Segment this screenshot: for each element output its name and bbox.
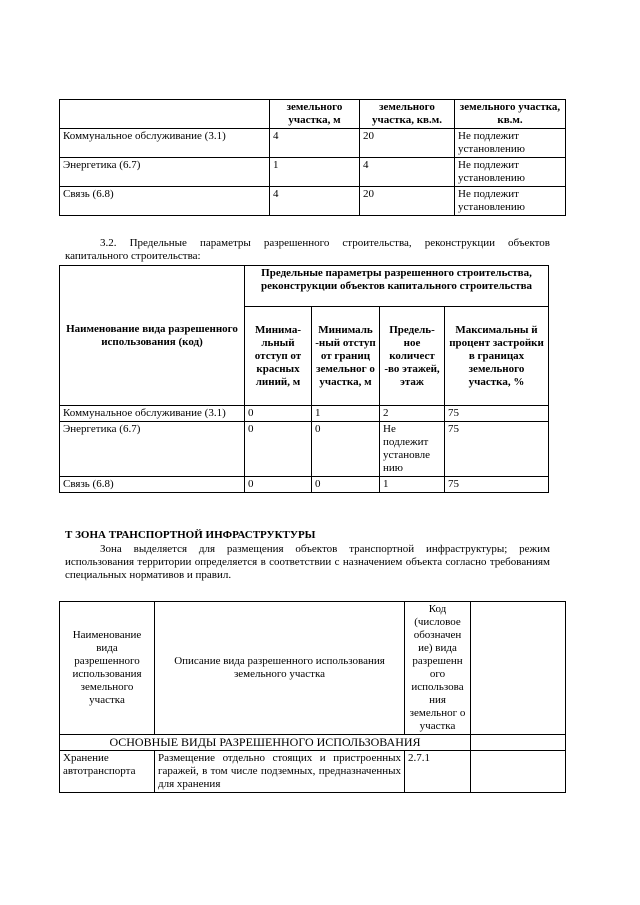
table-cell: 20: [360, 187, 455, 216]
table-cell: 4: [270, 187, 360, 216]
table-cell: [471, 735, 566, 751]
table-cell: 2.7.1: [405, 751, 471, 793]
section-3-2-text: 3.2. Предельные параметры разрешенного строительства, реконструкции объектов капитального строительства:: [65, 237, 550, 262]
permitted-use-table: [59, 601, 566, 793]
table-cell: 2: [380, 406, 445, 422]
table-cell: 4: [360, 158, 455, 187]
table-header-cell: земельного участка, кв.м.: [360, 100, 455, 129]
table-cell: Не подлежит установлению: [455, 158, 566, 187]
table-cell: 0: [245, 422, 312, 477]
table-row: [60, 477, 549, 493]
table-header-row: [60, 266, 549, 307]
table-header-cell: Предель-ное количест -во этажей, этаж: [380, 307, 445, 406]
table-cell: 20: [360, 129, 455, 158]
table-header-cell: Минима-льный отступ от красных линий, м: [245, 307, 312, 406]
table-header-cell: Минималь -ный отступ от границ земельног о участка, м: [312, 307, 380, 406]
construction-params-table: [59, 265, 549, 493]
table-row: [60, 129, 566, 158]
table-cell: 4: [270, 129, 360, 158]
table-cell: 0: [312, 477, 380, 493]
table-cell: Не подлежит установле нию: [380, 422, 445, 477]
table-header-cell: Описание вида разрешенного использования земельного участка: [155, 602, 405, 735]
table-cell: 0: [245, 477, 312, 493]
table-cell: Хранение автотранспорта: [60, 751, 155, 793]
zone-description-text: Зона выделяется для размещения объектов транспортной инфраструктуры; режим использования территории определяется в соответствии с назначением объекта согласно требованиям специальных нормативов и правил.: [65, 543, 550, 581]
table-header-row: [60, 602, 566, 735]
table-group-header: Предельные параметры разрешенного строительства, реконструкции объектов капитального строительства: [245, 266, 549, 307]
table-row: [60, 158, 566, 187]
table-cell: Коммунальное обслуживание (3.1): [60, 406, 245, 422]
section-label: ОСНОВНЫЕ ВИДЫ РАЗРЕШЕННОГО ИСПОЛЬЗОВАНИЯ: [60, 735, 471, 751]
table-cell: Энергетика (6.7): [60, 422, 245, 477]
table-header-cell: [471, 602, 566, 735]
table-cell: Размещение отдельно стоящих и пристроенных гаражей, в том числе подземных, предназначенных для хранения: [155, 751, 405, 793]
table-section-row: [60, 735, 566, 751]
table-header-cell: земельного участка, м: [270, 100, 360, 129]
table-cell: [471, 751, 566, 793]
table-cell: 1: [380, 477, 445, 493]
table-cell: 1: [312, 406, 380, 422]
table-cell: 75: [445, 406, 549, 422]
table-cell: Коммунальное обслуживание (3.1): [60, 129, 270, 158]
zone-title: Т ЗОНА ТРАНСПОРТНОЙ ИНФРАСТРУКТУРЫ: [65, 529, 316, 541]
section-3-2-paragraph: [65, 237, 550, 263]
table-cell: 0: [312, 422, 380, 477]
table-header-cell: Код (числовое обозначен ие) вида разрешенн ого использова ния земельног о участка: [405, 602, 471, 735]
table-header-cell: Максимальны й процент застройки в границах земельного участка, %: [445, 307, 549, 406]
table-cell: 75: [445, 477, 549, 493]
table-row: [60, 422, 549, 477]
table-cell: Энергетика (6.7): [60, 158, 270, 187]
table-header-cell: земельного участка, кв.м.: [455, 100, 566, 129]
table-cell: 75: [445, 422, 549, 477]
table-row: [60, 751, 566, 793]
table-header-row: [60, 100, 566, 129]
table-cell: 0: [245, 406, 312, 422]
table-header-cell: Наименование вида разрешенного использования земельного участка: [60, 602, 155, 735]
zone-description-paragraph: [65, 543, 550, 582]
table-cell: Не подлежит установлению: [455, 129, 566, 158]
table-header-cell: [60, 100, 270, 129]
table-cell: Не подлежит установлению: [455, 187, 566, 216]
table-cell: 1: [270, 158, 360, 187]
table-cell: Связь (6.8): [60, 477, 245, 493]
table-row: [60, 406, 549, 422]
table-row: [60, 187, 566, 216]
table-cell: Связь (6.8): [60, 187, 270, 216]
land-plot-params-table: [59, 99, 566, 216]
table-header-cell: Наименование вида разрешенного использования (код): [60, 266, 245, 406]
